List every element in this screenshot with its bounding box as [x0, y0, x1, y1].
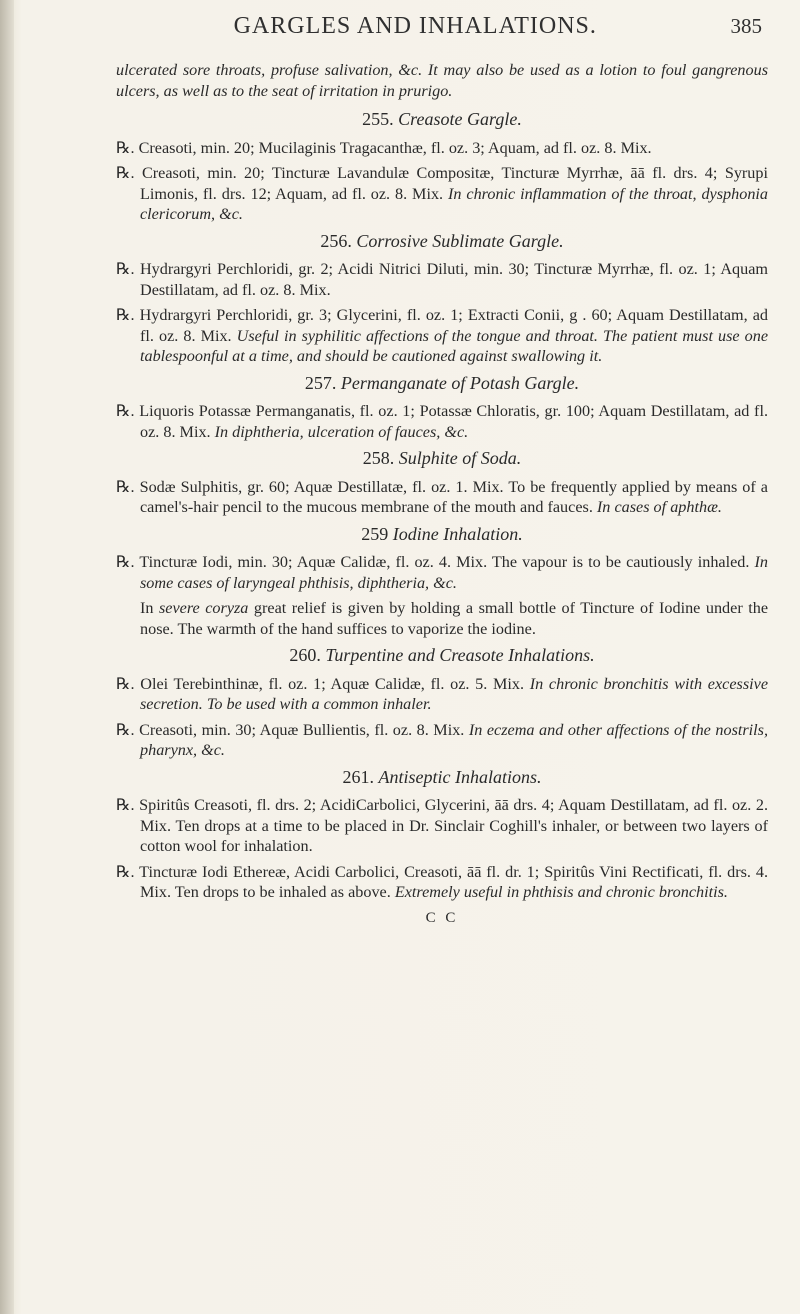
- section-title: Permanganate of Potash Gargle.: [340, 372, 580, 393]
- prescription: [116, 674, 768, 715]
- prescription: [116, 862, 768, 903]
- prescription-use: In chronic inflammation of the throat, dysphonia clericorum, &c.: [140, 184, 769, 223]
- printer-signature-mark: C C: [425, 909, 459, 926]
- prescription: ℞. Hydrargyri Perchloridi, gr. 2; Acidi Nitrici Diluti, min. 30; Tincturæ Myrrhæ, fl. oz. 1; Aquam Destillatam, ad fl. oz. 8. Mix.: [116, 260, 768, 299]
- page-binding-shadow: [0, 0, 14, 1314]
- prescription-text: ℞. Tincturæ Iodi, min. 30; Aquæ Calidæ, fl. oz. 4. Mix. The vapour is to be cautiously inhaled.: [116, 553, 750, 571]
- section-number: 256.: [320, 230, 352, 251]
- prescription: [116, 477, 768, 518]
- section-heading-255: [116, 109, 768, 130]
- section-heading-259: [116, 524, 768, 545]
- section-title: Sulphite of Soda.: [398, 448, 522, 468]
- prescription-text: ℞. Liquoris Potassæ Permanganatis, fl. oz. 1; Potassæ Chloratis, gr. 100; Aquam Destillatam, ad fl. oz. 8. Mix.: [116, 402, 768, 441]
- section-number: 255.: [362, 109, 394, 129]
- section-heading-258: [116, 448, 768, 469]
- page-header: [100, 6, 762, 46]
- prescription-text: ℞. Sodæ Sulphitis, gr. 60; Aquæ Destillatæ, fl. oz. 1. Mix. To be frequently applied by means of a camel's-hair pencil to the mucous membrane of the mouth and fauces.: [116, 477, 768, 516]
- clinical-note: [116, 598, 768, 639]
- prescription-text: ℞. Tincturæ Iodi Ethereæ, Acidi Carbolici, Creasoti, āā fl. dr. 1; Spiritûs Vini Rectificati, fl. drs. 4. Mix. Ten drops to be inhaled as above.: [116, 862, 768, 901]
- prescription: ℞. Creasoti, min. 20; Mucilaginis Tragacanthæ, fl. oz. 3; Aquam, ad fl. oz. 8. Mix.: [116, 138, 652, 157]
- section-number: 258.: [362, 448, 395, 468]
- prescription-text: ℞. Hydrargyri Perchloridi, gr. 3; Glycerini, fl. oz. 1; Extracti Conii, g . 60; Aquam Destillatam, ad fl. oz. 8. Mix.: [116, 306, 768, 345]
- section-number: 259: [361, 523, 389, 544]
- prescription-use: In chronic bronchitis with excessive secretion. To be used with a common inhaler.: [140, 674, 768, 713]
- prescription: [116, 552, 768, 593]
- section-title: Turpentine and Creasote Inhalations.: [325, 645, 595, 665]
- prescription-text: ℞. Olei Terebinthinæ, fl. oz. 1; Aquæ Calidæ, fl. oz. 5. Mix.: [116, 674, 525, 693]
- section-heading-260: [116, 645, 768, 666]
- page-body: [116, 60, 768, 928]
- note-emphasis: severe coryza: [159, 599, 249, 617]
- section-number: 257.: [304, 372, 337, 393]
- prescription-text: ℞. Creasoti, min. 30; Aquæ Bullientis, fl. oz. 8. Mix.: [116, 720, 465, 739]
- prescription: [116, 401, 768, 442]
- prescription-use: In some cases of laryngeal phthisis, diphtheria, &c.: [140, 553, 769, 592]
- section-heading-256: [116, 231, 768, 252]
- section-number: 260.: [289, 645, 321, 665]
- intro-paragraph: ulcerated sore throats, profuse salivation, &c. It may also be used as a lotion to foul gangrenous ulcers, as well as to the seat of irritation in prurigo.: [116, 61, 768, 100]
- prescription-use: In cases of aphthæ.: [596, 498, 722, 516]
- prescription-use: Extremely useful in phthisis and chronic bronchitis.: [394, 883, 728, 901]
- prescription: [116, 305, 768, 367]
- section-heading-257: [116, 373, 768, 394]
- running-head: GARGLES AND INHALATIONS.: [233, 12, 597, 39]
- section-title: Iodine Inhalation.: [392, 523, 523, 544]
- prescription-use: In diphtheria, ulceration of fauces, &c.: [214, 422, 469, 441]
- section-title: Corrosive Sublimate Gargle.: [356, 230, 564, 251]
- prescription: [116, 163, 768, 225]
- note-text: great relief is given by holding a small bottle of Tincture of Iodine under the nose. The warmth of the hand suffices to vaporize the iodine.: [140, 599, 769, 638]
- section-number: 261.: [342, 766, 374, 787]
- prescription-text: ℞. Creasoti, min. 20; Tincturæ Lavandulæ Compositæ, Tincturæ Myrrhæ, āā fl. drs. 4; Syrupi Limonis, fl. drs. 12; Aquam, ad fl. oz. 8. Mix.: [116, 164, 768, 203]
- prescription-use: Useful in syphilitic affections of the tongue and throat. The patient must use one tablespoonful at a time, and should be cautioned against swallowing it.: [140, 326, 769, 365]
- prescription-use: In eczema and other affections of the nostrils, pharynx, &c.: [140, 720, 769, 759]
- section-heading-261: [116, 767, 768, 788]
- page-number: 385: [730, 13, 762, 38]
- prescription: [116, 720, 768, 761]
- note-text: In: [140, 599, 154, 617]
- section-title: Antiseptic Inhalations.: [378, 766, 542, 787]
- section-title: Creasote Gargle.: [398, 109, 522, 129]
- prescription: ℞. Spiritûs Creasoti, fl. drs. 2; AcidiCarbolici, Glycerini, āā drs. 4; Aquam Destillatam, ad fl. oz. 2. Mix. Ten drops at a time to be placed in Dr. Sinclair Coghill's inhaler, or between two layers of cotton wool for inhalation.: [116, 796, 768, 855]
